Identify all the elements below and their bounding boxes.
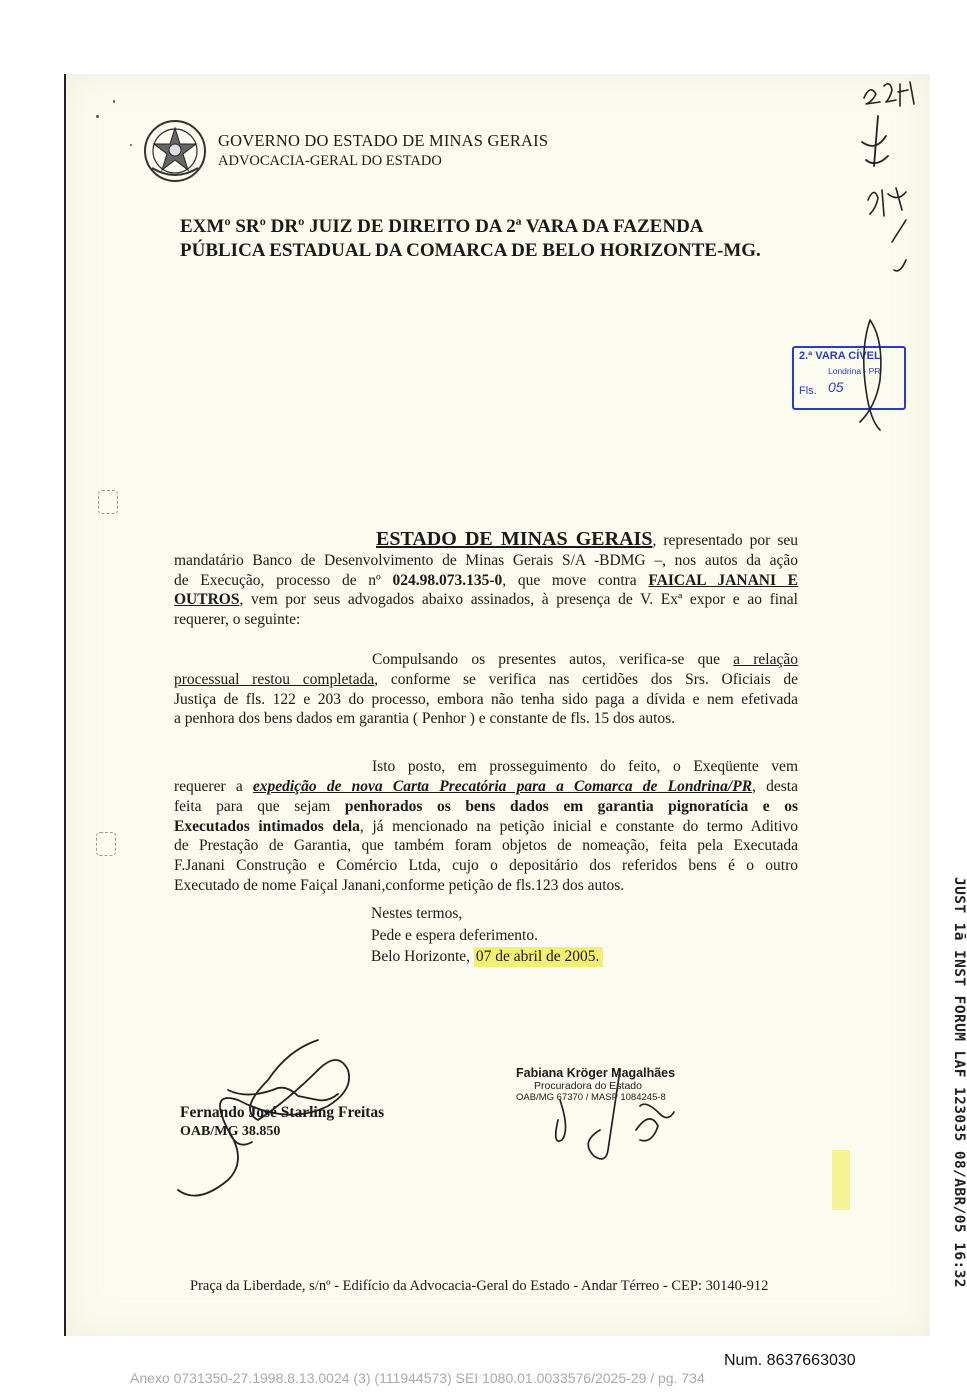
paragraph1-line3 — [174, 571, 798, 591]
handwritten-initials — [856, 112, 896, 172]
left-signatory-oab: OAB/MG 38.850 — [180, 1124, 281, 1139]
scan-speck — [113, 100, 115, 103]
paragraph-text: , já mencionado na petição inicial e constante do termo Aditivo — [359, 817, 798, 835]
underlined-phrase: processual restou completada — [174, 670, 375, 688]
closing-line-2: Pede e espera deferimento. — [371, 926, 538, 944]
addressee-line-1: EXMº SRº DRº JUIZ DE DIREITO DA 2ª VARA DA FAZENDA — [180, 216, 704, 237]
defendant-name-cont: OUTROS — [174, 591, 240, 609]
underlined-phrase: a relação — [733, 650, 798, 668]
paragraph3-line1: Isto posto, em prosseguimento do feito, o Exeqüente vem — [372, 758, 798, 776]
paragraph3-line2 — [174, 777, 798, 797]
petition-body — [174, 530, 798, 896]
right-signatory-title: Procuradora do Estado — [534, 1080, 642, 1092]
paragraph-text: de Execução, processo de nº — [174, 571, 393, 589]
paragraph-text: requerer a — [174, 777, 253, 795]
closing-place: Belo Horizonte, — [371, 948, 474, 965]
plaintiff-name: ESTADO DE MINAS GERAIS — [376, 528, 653, 550]
paragraph3-line3 — [174, 797, 798, 817]
process-number: 024.98.073.135-0 — [392, 571, 503, 589]
closing-block — [371, 903, 603, 968]
closing-line-1: Nestes termos, — [371, 905, 463, 922]
paragraph-text: Compulsando os presentes autos, verifica-se que — [372, 650, 734, 668]
paragraph-text: , vem por seus advogados abaixo assinados, à presença de V. Exª expor e ao final — [239, 591, 798, 609]
right-signatory-oab: OAB/MG 67370 / MASP 1084245-8 — [516, 1092, 666, 1103]
letterhead-footer-address: Praça da Liberdade, s/nº - Edifício da Advocacia-Geral do Estado - Andar Térreo - CEP: 30140-912 — [190, 1278, 769, 1294]
paragraph-text: , representado por seu — [652, 532, 798, 549]
paragraph-text: , que move contra — [502, 571, 649, 589]
paragraph2-line1 — [174, 650, 798, 670]
paragraph2-line2 — [174, 670, 798, 690]
agency-name: ADVOCACIA-GERAL DO ESTADO — [218, 153, 442, 169]
stamp-city: Londrina - PR — [828, 366, 881, 376]
handwritten-page-number — [860, 76, 920, 110]
request-highlight: expedição de nova Carta Precatória para a Comarca de Londrina/PR — [252, 777, 753, 795]
handwritten-folio-annotation — [862, 180, 922, 280]
paragraph3-line7: Executado de nome Faiçal Janani,conforme petição de fls.123 dos autos. — [174, 876, 625, 894]
paragraph3-line6: F.Janani Construção e Comércio Ltda, cujo o depositário dos referidos bens é o outro — [174, 857, 798, 875]
request-bold: Executados intimados dela — [174, 817, 360, 835]
paragraph-text: feita para que sejam — [174, 797, 345, 815]
paragraph3-line5: de Prestação de Garantia, que também foram objetos de nomeação, feita pela Executada — [174, 837, 798, 855]
left-signatory-name: Fernando José Starling Freitas — [180, 1104, 385, 1121]
paragraph1-line5: requerer, o seguinte: — [174, 611, 301, 629]
addressee-line-2: PÚBLICA ESTADUAL DA COMARCA DE BELO HORIZONTE-MG. — [180, 240, 761, 261]
protocol-receipt-stamp: JUST 1ā INST FORUM LAF 123035 08/ABR/05 16:32 — [951, 877, 967, 1288]
right-handwritten-signature — [540, 1060, 680, 1170]
paragraph-text: , conforme se verifica nas certidões dos Srs. Oficiais de — [374, 670, 798, 688]
paragraph1-line2: mandatário Banco de Desenvolvimento de Minas Gerais S/A -BDMG –, nos autos da ação — [174, 551, 798, 569]
annex-reference-line: Anexo 0731350-27.1998.8.13.0024 (3) (111944573) SEI 1080.01.0033576/2025-29 / pg. 734 — [130, 1370, 705, 1386]
closing-line-3 — [371, 946, 603, 968]
request-bold: penhorados os bens dados em garantia pignoratícia e os — [344, 797, 798, 815]
government-name: GOVERNO DO ESTADO DE MINAS GERAIS — [218, 131, 549, 150]
paragraph1-line4 — [174, 590, 798, 610]
punch-hole-bottom — [96, 832, 116, 856]
addressee — [180, 215, 805, 263]
letterhead — [142, 118, 562, 182]
defendant-name: FAICAL JANANI E — [648, 571, 798, 589]
scan-speck — [96, 115, 99, 118]
document-number: Num. 8637663030 — [724, 1352, 856, 1369]
protocol-highlight-mark — [832, 1150, 850, 1210]
highlighted-date: 07 de abril de 2005. — [474, 947, 604, 967]
paragraph1-line1 — [174, 530, 798, 551]
paragraph2-line3: Justiça de fls. 122 e 203 do processo, embora não tenha sido paga a dívida e nem efetivada — [174, 690, 798, 708]
punch-hole-top — [98, 490, 118, 514]
coat-of-arms-seal-icon — [142, 118, 208, 184]
stamp-court-name: 2.ª VARA CÍVEL — [799, 350, 881, 362]
scan-speck — [130, 144, 132, 146]
stamp-rubric-signature — [840, 310, 900, 440]
paragraph2-line4: a penhora dos bens dados em garantia ( Penhor ) e constante de fls. 15 dos autos. — [174, 710, 676, 728]
stamp-fls-label: Fls. — [799, 385, 817, 397]
paragraph3-line4 — [174, 817, 798, 837]
paragraph-text: , desta — [752, 777, 798, 795]
right-signatory-name: Fabiana Kröger Magalhães — [516, 1066, 676, 1080]
stamp-fls-value: 05 — [828, 379, 844, 395]
